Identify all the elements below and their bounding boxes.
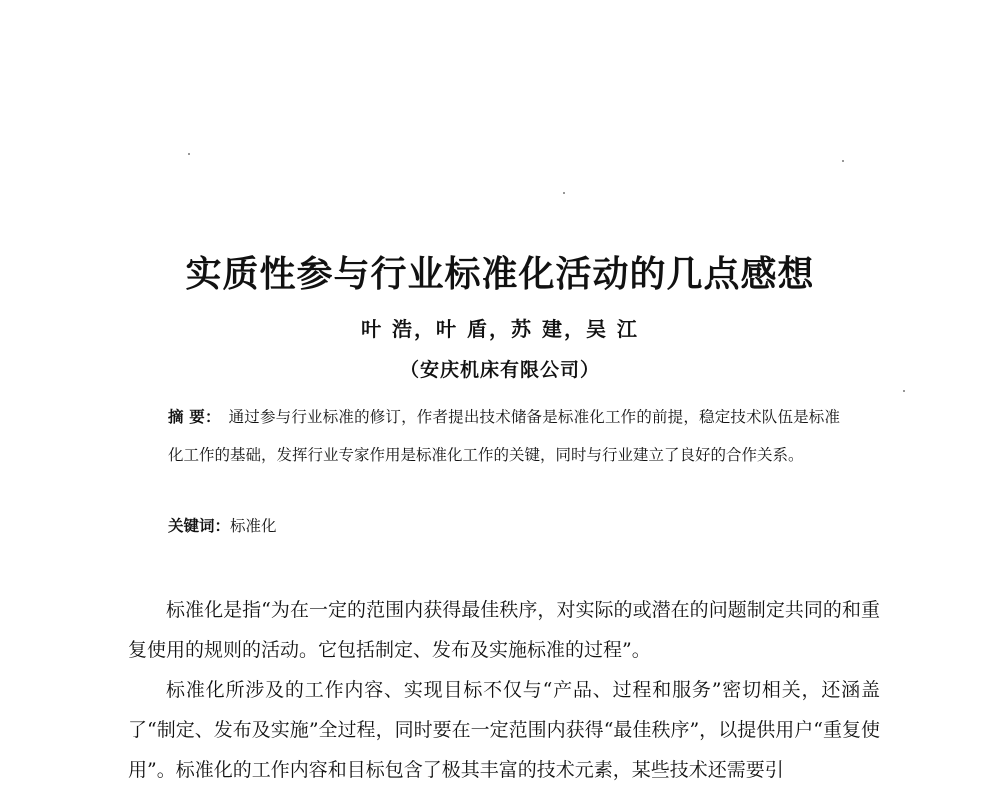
scan-speck (842, 160, 844, 162)
abstract (168, 398, 840, 474)
body-paragraph: 标准化是指“为在一定的范围内获得最佳秩序，对实际的或潜在的问题制定共同的和重复使用的规则的活动。它包括制定、发布及实施标准的过程”。 (128, 599, 880, 661)
body-paragraph: 标准化所涉及的工作内容、实现目标不仅与“产品、过程和服务”密切相关，还涵盖了“制定、发布及实施”全过程，同时要在一定范围内获得“最佳秩序”，以提供用户“重复使用”。标准化的工作内容和目标包含了极其丰富的技术元素，某些技术还需要引 (128, 679, 880, 781)
abstract-label: 摘 要： (168, 408, 221, 426)
affiliation: （安庆机床有限公司） (399, 359, 600, 381)
paper-title: 实质性参与行业标准化活动的几点感想 (185, 254, 815, 296)
scan-speck (563, 192, 565, 194)
author-list: 叶 浩，叶 盾，苏 建，吴 江 (361, 317, 639, 341)
scan-speck (903, 390, 905, 392)
scan-speck (188, 153, 190, 155)
abstract-text: 通过参与行业标准的修订，作者提出技术储备是标准化工作的前提，稳定技术队伍是标准化工作的基础，发挥行业专家作用是标准化工作的关键，同时与行业建立了良好的合作关系。 (168, 408, 840, 464)
keywords (168, 514, 277, 536)
keywords-label: 关键词： (168, 517, 231, 535)
keywords-text: 标准化 (230, 517, 277, 535)
body-text (128, 590, 880, 790)
